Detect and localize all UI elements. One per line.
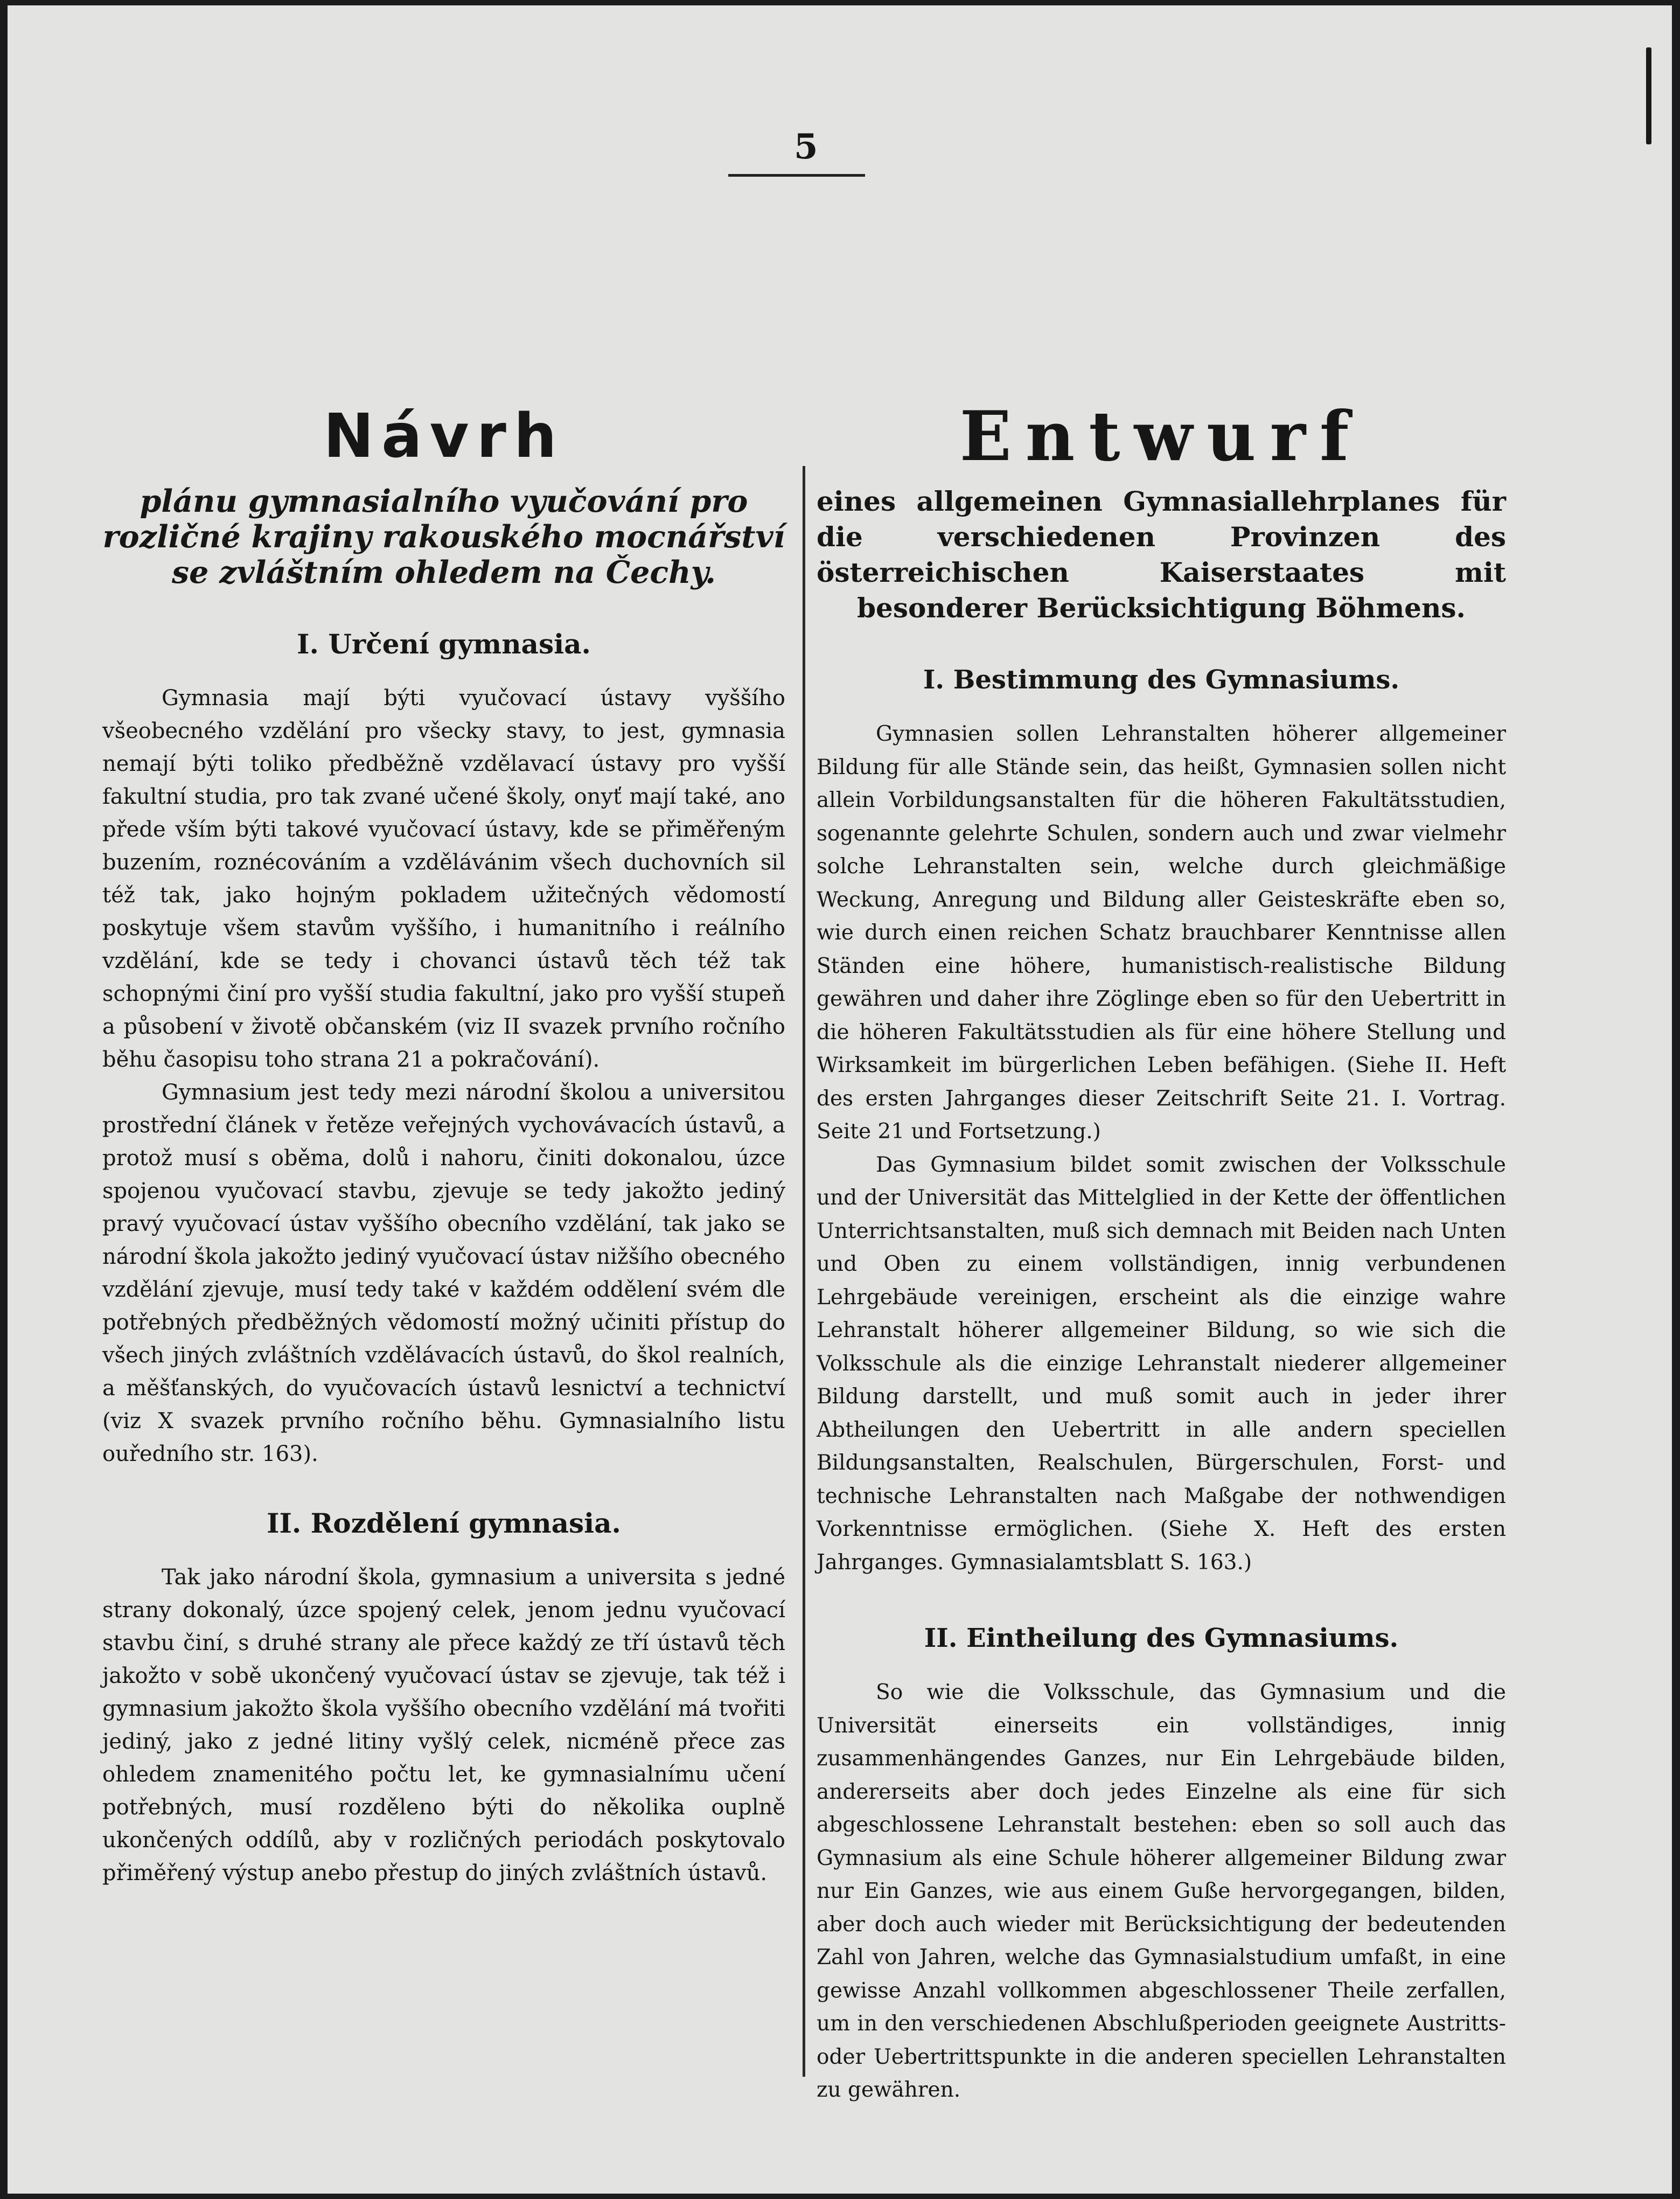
german-section-1-heading: I. Bestimmung des Gymnasiums. (923, 665, 1400, 695)
german-title: Entwurf (959, 396, 1363, 476)
page-number-rule (728, 174, 865, 177)
czech-column (102, 393, 785, 1890)
document-page (8, 5, 1672, 2194)
czech-section-2-paragraph: Tak jako národní škola, gymnasium a universita s jedné strany dokonalý, úzce spojený celek, jenom jednu vyučovací stavbu činí, s druhé strany ale přece každý ze tří ústavů těch jakožto v sobě ukončený vyučovací ústav se zjevuje, tak též i gymnasium jakožto škola vyššího obecního vzdělání má tvořiti jediný, jako z jedné litiny vyšlý celek, nicméně přece zas ohledem znamenitého počtu let, ke gymnasialnímu učení potřebných, musí rozděleno býti do několika ouplně ukončených oddílů, aby v rozličných periodách poskytovalo přiměřený výstup anebo přestup do jiných zvláštních ústavů. (102, 1565, 785, 1885)
page-number: 5 (794, 127, 818, 167)
czech-section-2-heading: II. Rozdělení gymnasia. (267, 1507, 621, 1539)
column-divider (803, 466, 805, 2077)
czech-section-1-paragraph: Gymnasia mají býti vyučovací ústavy vyššího všeobecného vzdělání pro všecky stavy, to jest, gymnasia nemají býti toliko předběžně vzdělavací ústavy pro vyšší fakultní studia, pro tak zvané učené školy, onyť mají také, ano přede vším býti takové vyučovací ústavy, kde se přiměřeným buzením, roznécováním a vzdělávánim všech duchovních sil též tak, jako hojným pokladem užitečných vědomostí poskytuje všem stavům vyššího, i humanitního i reálního vzdělání, kde se tedy i chovanci ústavů těch též tak schopnými činí pro vyšší studia fakultní, jako pro vyšší stupeň a působení v životě občanském (viz II svazek prvního ročního běhu časopisu toho strana 21 a pokračování). (102, 686, 785, 1072)
german-section-1-paragraph: Das Gymnasium bildet somit zwischen der Volksschule und der Universität das Mittelglied in der Kette der öffentlichen Unterrichtsanstalten, muß sich demnach mit Beiden nach Unten und Oben zu einem vollständigen, innig verbundenen Lehrgebäude vereinigen, erscheint als die einzige wahre Lehranstalt höherer allgemeiner Bildung, so wie sich die Volksschule als die einzige Lehranstalt niederer allgemeiner Bildung darstellt, und muß somit auch in jeder ihrer Abtheilungen den Uebertritt in alle andern speciellen Bildungsanstalten, Realschulen, Bürgerschulen, Forst- und technische Lehranstalten nach Maßgabe der nothwendigen Vorkenntnisse ermöglichen. (Siehe X. Heft des ersten Jahrganges. Gymnasialamtsblatt S. 163.) (817, 1152, 1506, 1575)
czech-section-1-heading: I. Určení gymnasia. (297, 628, 591, 660)
german-section-2-heading: II. Eintheilung des Gymnasiums. (924, 1623, 1399, 1653)
german-column (817, 393, 1506, 2107)
czech-subtitle: plánu gymnasialního vyučování pro rozličné krajiny rakouského mocnářství se zvláštním ohledem na Čechy. (102, 483, 785, 590)
czech-section-1-paragraph: Gymnasium jest tedy mezi národní školou a universitou prostřední článek v řetěze veřejných vychovávacích ústavů, a protož musí s oběma, dolů i nahoru, činiti dokonalou, úzce spojenou vyučovací stavbu, zjevuje se tedy jakožto jediný pravý vyučovací ústav vyššího obecního vzdělání, tak jako se národní škola jakožto jediný vyučovací ústav nižšího obecného vzdělání zjevuje, musí tedy také v každém oddělení svém dle potřebných předběžných vědomostí možný učiniti přístup do všech jiných zvláštních vzdělávacích ústavů, do škol realních, a měšťanských, do vyučovacích ústavů lesnictví a technictví (viz X svazek prvního ročního běhu. Gymnasialního listu ouředního str. 163). (102, 1080, 785, 1466)
german-subtitle: eines allgemeinen Gymnasiallehrplanes für die verschiedenen Provinzen des österreichischen Kaiserstaates mit besonderer Berücksichtigung Böhmens. (817, 485, 1506, 624)
czech-title: Návrh (323, 401, 564, 471)
german-section-1-paragraph: Gymnasien sollen Lehranstalten höherer allgemeiner Bildung für alle Stände sein, das heißt, Gymnasien sollen nicht allein Vorbildungsanstalten für die höheren Fakultätsstudien, sogenannte gelehrte Schulen, sondern auch und zwar vielmehr solche Lehranstalten sein, welche durch gleichmäßige Weckung, Anregung und Bildung aller Geisteskräfte eben so, wie durch einen reichen Schatz brauchbarer Kenntnisse allen Ständen eine höhere, humanistisch-realistische Bildung gewähren und daher ihre Zöglinge eben so für den Uebertritt in die höheren Fakultätsstudien als für eine höhere Stellung und Wirksamkeit im bürgerlichen Leben befähigen. (Siehe II. Heft des ersten Jahrganges dieser Zeitschrift Seite 21. I. Vortrag. Seite 21 und Fortsetzung.) (817, 722, 1506, 1144)
german-section-2-paragraph: So wie die Volksschule, das Gymnasium und die Universität einerseits ein vollständiges, innig zusammenhängendes Ganzes, nur Ein Lehrgebäude bilden, andererseits aber doch jedes Einzelne als eine für sich abgeschlossene Lehranstalt bestehen: eben so soll auch das Gymnasium als eine Schule höherer allgemeiner Bildung zwar nur Ein Ganzes, wie aus einem Guße hervorgegangen, bilden, aber doch auch wieder mit Berücksichtigung der bedeutenden Zahl von Jahren, welche das Gymnasialstudium umfaßt, in eine gewisse Anzahl vollkommen abgeschlossener Theile zerfallen, um in den verschiedenen Abschlußperioden geeignete Austritts- oder Uebertrittspunkte in die anderen speciellen Lehranstalten zu gewähren. (817, 1680, 1506, 2102)
page-edge-mark (1646, 47, 1651, 144)
